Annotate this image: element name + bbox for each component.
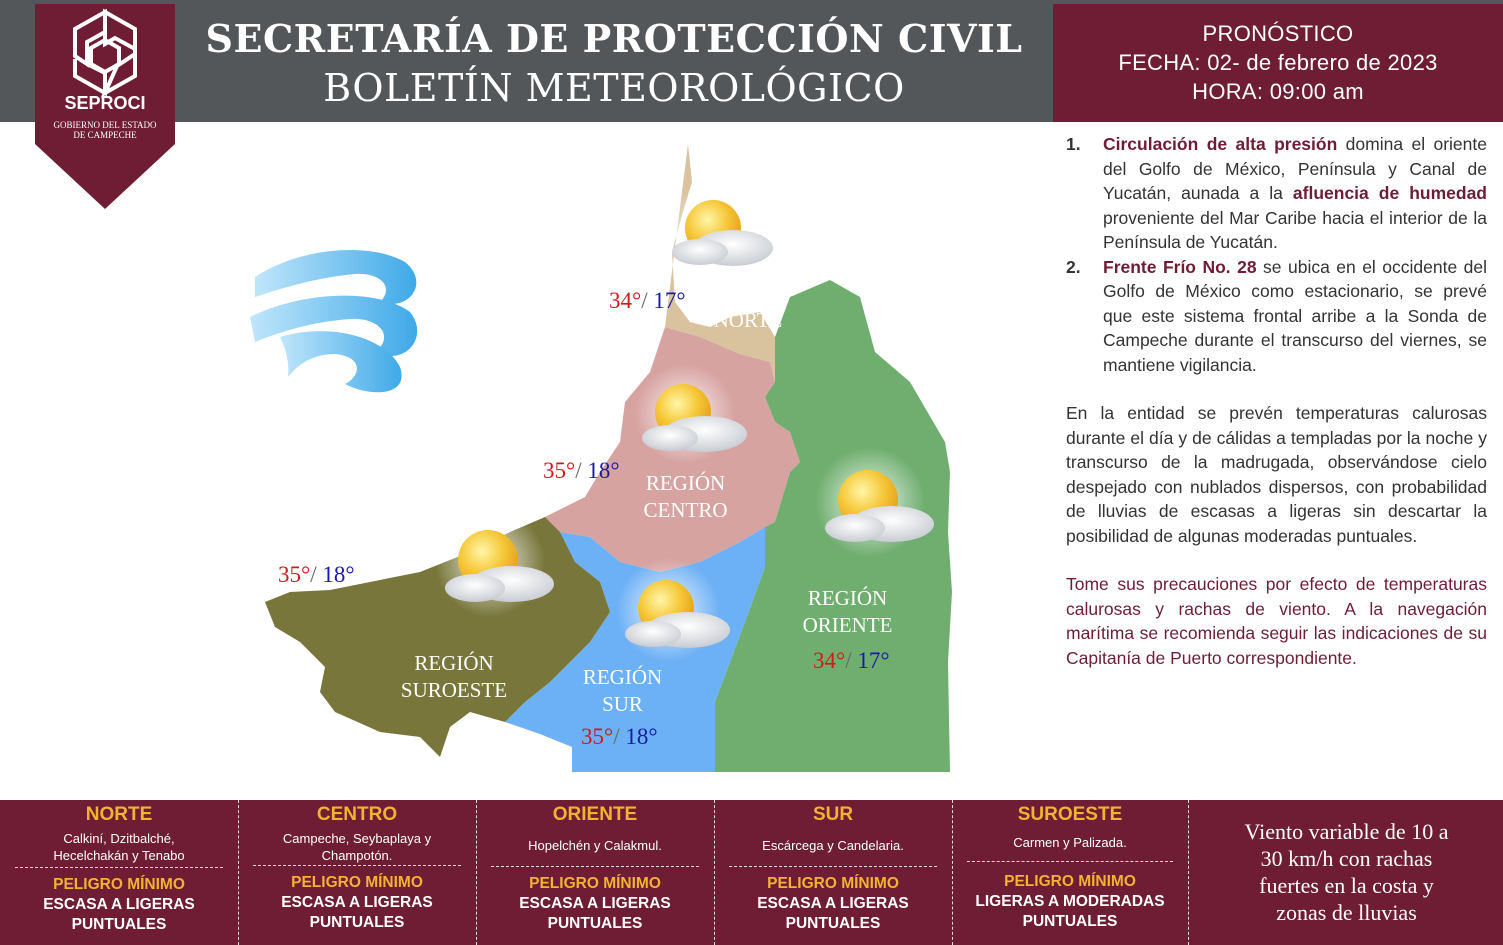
footer-danger: PELIGRO MÍNIMO — [767, 875, 899, 892]
logo-org-line2: DE CAMPECHE — [73, 130, 137, 140]
rain-line: ESCASA A LIGERAS — [281, 894, 433, 911]
rain-line: ESCASA A LIGERAS — [519, 895, 671, 912]
region-norte-label — [698, 280, 798, 334]
item-text: se ubica en el occidente del Golfo de México como estacionario, se prevé que este sistema frontal arribe a la Sonda de Campeche durante el transcurso del viernes, se mantiene vigilancia. — [1103, 256, 1488, 375]
footer-municipalities — [476, 837, 714, 854]
temp-sep: / — [845, 648, 852, 673]
page-title: SECRETARÍA DE PROTECCIÓN CIVIL — [205, 16, 1023, 61]
region-oriente-label — [790, 585, 905, 639]
rain-line: PUNTUALES — [785, 915, 881, 932]
footer-rain — [238, 893, 476, 933]
footer-region-oriente — [476, 800, 714, 945]
wind-line: 30 km/h con rachas — [1260, 846, 1433, 871]
footer-separator — [729, 866, 937, 867]
temp-suroeste — [278, 562, 355, 588]
footer-rain — [952, 892, 1188, 932]
region-label-line2: ORIENTE — [802, 613, 893, 637]
wind-icon — [250, 250, 417, 392]
footer-region-norte — [0, 800, 238, 945]
logo-org-line1: GOBIERNO DEL ESTADO — [53, 120, 157, 130]
temp-sep: / — [575, 458, 582, 483]
municipality-line: Carmen y Palizada. — [1013, 835, 1127, 850]
rain-line: LIGERAS A MODERADAS — [975, 893, 1165, 910]
footer-separator — [491, 866, 699, 867]
municipality-line: Champotón. — [321, 848, 393, 863]
municipality-line: Campeche, Seybaplaya y — [282, 831, 432, 846]
temp-centro — [543, 458, 620, 484]
footer-region-suroeste — [952, 800, 1188, 945]
footer-bar — [0, 800, 1503, 945]
item-number: 1. — [1066, 134, 1081, 154]
footer-region-name: SUR — [812, 804, 854, 825]
highlight-text: Circulación de alta presión — [1103, 134, 1338, 154]
footer-municipalities — [952, 834, 1188, 851]
highlight-text: Frente Frío No. 28 — [1103, 256, 1257, 277]
footer-region-name: SUROESTE — [1017, 804, 1123, 825]
rain-line: ESCASA A LIGERAS — [757, 895, 909, 912]
region-sur-label — [570, 664, 675, 718]
item-number: 2. — [1066, 256, 1081, 277]
wind-summary — [1190, 818, 1503, 926]
rain-line: PUNTUALES — [1022, 913, 1118, 930]
footer-municipalities — [714, 837, 952, 854]
rain-line: ESCASA A LIGERAS — [43, 896, 195, 913]
temp-max: 35° — [543, 458, 576, 483]
forecast-date: FECHA: 02- de febrero de 2023 — [1118, 50, 1438, 75]
rain-line: PUNTUALES — [309, 914, 405, 931]
highlight-text: afluencia de humedad — [1292, 183, 1487, 203]
wind-line: fuertes en la costa y — [1259, 873, 1434, 898]
footer-region-name: ORIENTE — [552, 804, 638, 825]
regions-map — [0, 122, 1050, 800]
wind-line: zonas de lluvias — [1276, 900, 1417, 925]
region-label-line2: CENTRO — [643, 498, 728, 522]
temp-sep: / — [641, 288, 648, 313]
temp-min: 18° — [625, 724, 658, 749]
bulletin-text — [1066, 132, 1487, 670]
footer-separator — [967, 861, 1173, 862]
municipality-line: Hecelchakán y Tenabo — [53, 848, 185, 863]
forecast-time: HORA: 09:00 am — [1192, 79, 1364, 104]
temp-min: 18° — [322, 562, 355, 587]
temp-min: 18° — [587, 458, 620, 483]
forecast-label: PRONÓSTICO — [1202, 21, 1354, 46]
logo-name: SEPROCI — [64, 93, 146, 113]
temp-min: 17° — [653, 288, 686, 313]
temp-norte — [609, 288, 686, 314]
footer-region-centro — [238, 800, 476, 945]
footer-rain — [714, 894, 952, 934]
footer-municipalities — [0, 830, 238, 864]
region-label-line2: SUR — [602, 692, 643, 716]
item-text: domina el oriente del Golfo de México, Península y Canal de Yucatán, aunada a la — [1103, 134, 1487, 203]
region-label-line1: REGIÓN — [414, 651, 494, 675]
rain-line: PUNTUALES — [71, 916, 167, 933]
wind-line: Viento variable de 10 a — [1244, 819, 1449, 844]
footer-separator — [15, 867, 223, 868]
bulletin-item-1 — [1066, 132, 1487, 255]
region-label-line2: NORTE — [713, 308, 783, 332]
footer-danger: PELIGRO MÍNIMO — [53, 876, 185, 893]
footer-rain — [476, 894, 714, 934]
temp-max: 34° — [609, 288, 642, 313]
region-label-line1: REGIÓN — [807, 586, 888, 610]
region-label-line1: REGIÓN — [708, 281, 788, 305]
footer-region-sur — [714, 800, 952, 945]
partly-cloudy-icon — [665, 180, 773, 280]
forecast-info — [1053, 4, 1503, 122]
warning-paragraph: Tome sus precauciones por efecto de temperaturas calurosas y rachas de viento. A la navegación marítima se recomienda seguir las indicaciones de su Capitanía de Puerto correspondiente. — [1066, 574, 1487, 668]
footer-danger: PELIGRO MÍNIMO — [1004, 873, 1136, 890]
municipality-line: Calkiní, Dzitbalché, — [63, 831, 175, 846]
header-title-box — [175, 4, 1053, 122]
temp-sur — [581, 724, 658, 750]
footer-region-name: NORTE — [85, 804, 153, 825]
temp-sep: / — [613, 724, 620, 749]
footer-separator — [253, 865, 461, 866]
item-text: proveniente del Mar Caribe hacia el interior de la Península de Yucatán. — [1103, 207, 1487, 252]
temp-max: 34° — [813, 648, 846, 673]
region-label-line2: SUROESTE — [400, 678, 508, 702]
bulletin-item-2 — [1066, 255, 1487, 378]
footer-danger: PELIGRO MÍNIMO — [529, 875, 661, 892]
footer-municipalities — [238, 830, 476, 864]
region-centro-label — [628, 470, 743, 524]
temp-sep: / — [310, 562, 317, 587]
region-suroeste-label — [390, 650, 518, 704]
forecast-paragraph: En la entidad se prevén temperaturas calurosas durante el día y de cálidas a templadas por la noche y transcurso de la madrugada, observándose cielo despejado con nublados dispersos, con probabilidad de lluvias de escasas a ligeras sin descartar la posibilidad de algunas moderadas puntuales. — [1066, 403, 1487, 546]
rain-line: PUNTUALES — [547, 915, 643, 932]
page-subtitle: BOLETÍN METEOROLÓGICO — [323, 66, 905, 110]
temp-max: 35° — [581, 724, 614, 749]
temp-min: 17° — [857, 648, 890, 673]
footer-rain — [0, 895, 238, 935]
municipality-line: Hopelchén y Calakmul. — [528, 838, 662, 853]
region-label-line1: REGIÓN — [582, 665, 663, 689]
municipality-line: Escárcega y Candelaria. — [762, 838, 904, 853]
temp-oriente — [813, 648, 890, 674]
footer-region-name: CENTRO — [316, 804, 398, 825]
temp-max: 35° — [278, 562, 311, 587]
footer-danger: PELIGRO MÍNIMO — [291, 874, 423, 891]
footer-divider — [1188, 800, 1189, 945]
region-label-line1: REGIÓN — [645, 471, 726, 495]
